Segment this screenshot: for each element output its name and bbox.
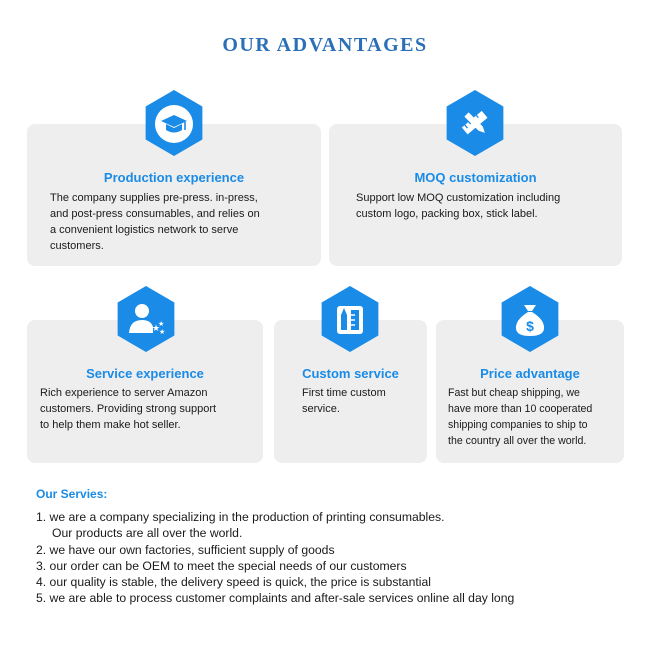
card-title: MOQ customization [414,170,537,185]
svg-text:★: ★ [158,320,165,328]
list-item: 2. we have our own factories, sufficient supply of goods [36,542,335,557]
list-item: 1. we are a company specializing in the production of printing consumables. [36,510,445,524]
card-title: Price advantage [480,366,580,381]
services-heading: Our Servies: [36,487,108,501]
services-list [36,509,514,607]
card-title: Production experience [103,170,245,185]
list-item: Our products are all over the world. [52,526,243,541]
card-description: Rich experience to server Amazon customers. Providing strong support to help them make hot seller. [40,387,217,431]
card-description: The company supplies pre-press. in-press, and post-press consumables, and relies on a convenient logistics network to serve customers. [50,192,260,252]
card-description: First time custom service. [302,387,386,415]
page-title: OUR ADVANTAGES [222,34,428,56]
svg-text:$: $ [526,318,534,334]
svg-text:★: ★ [152,324,161,334]
list-item: 4. our quality is stable, the delivery speed is quick, the price is substantial [36,575,431,590]
svg-text:★: ★ [159,328,166,336]
list-item: 3. our order can be OEM to meet the special needs of our customers [36,558,407,573]
card-description: Fast but cheap shipping, we have more than 10 cooperated shipping companies to ship to the country all over the world. [448,387,593,447]
card-description: Support low MOQ customization including custom logo, packing box, stick label. [356,192,561,220]
card-title: Service experience [86,366,204,381]
list-item: 5. we are able to process customer complaints and after-sale services online all day long [36,591,515,606]
card-title: Custom service [302,366,399,381]
